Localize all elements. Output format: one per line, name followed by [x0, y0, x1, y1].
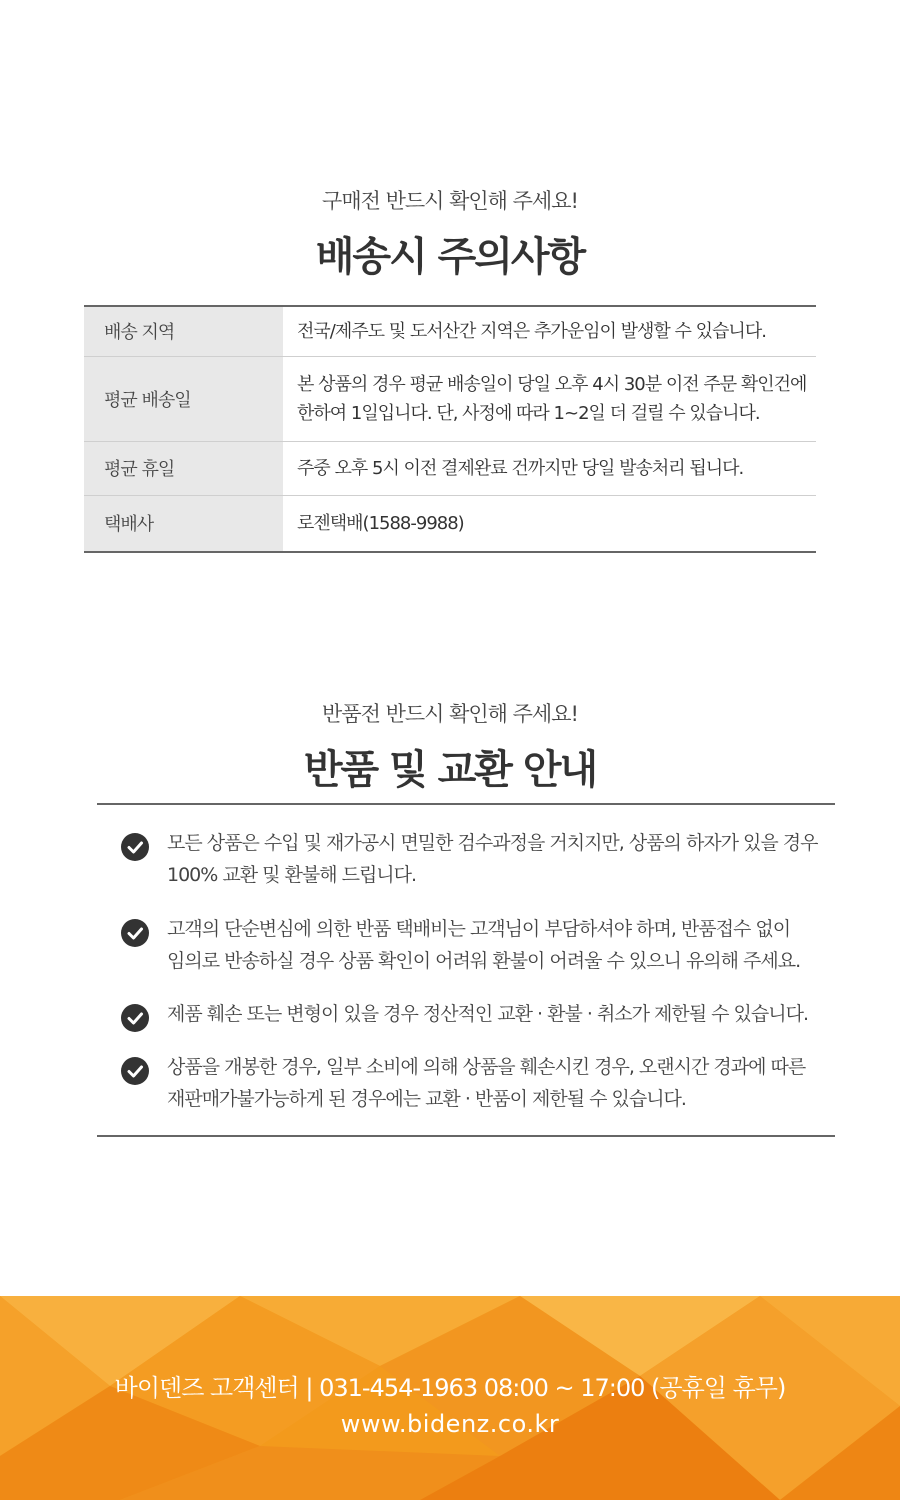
shipping-subtitle: 구매전 반드시 확인해 주세요!: [322, 189, 578, 213]
item-line: 재판매가불가능하게 된 경우에는 교환 · 반품이 제한될 수 있습니다.: [167, 1088, 686, 1110]
item-line: 임의로 반송하실 경우 상품 확인이 어려워 환불이 어려울 수 있으니 유의해 주세요.: [167, 950, 801, 972]
table-row: [84, 441, 816, 495]
row-value: 주중 오후 5시 이전 결제완료 건까지만 당일 발송처리 됩니다.: [283, 441, 816, 495]
returns-list: [97, 803, 835, 1137]
item-line: 제품 훼손 또는 변형이 있을 경우 정산적인 교환 · 환불 · 취소가 제한될 수 있습니다.: [167, 1003, 809, 1025]
list-item: [121, 913, 821, 977]
shipping-title: 배송시 주의사항: [315, 234, 585, 280]
list-item: [121, 1051, 821, 1115]
table-row: [84, 356, 816, 441]
row-value: 전국/제주도 및 도서산간 지역은 추가운임이 발생할 수 있습니다.: [283, 306, 816, 356]
list-item: [121, 998, 821, 1030]
returns-header: [0, 698, 900, 795]
shipping-info-table: [84, 305, 816, 553]
footer-banner: [0, 1296, 900, 1500]
item-line: 100% 교환 및 환불해 드립니다.: [167, 864, 417, 886]
customer-center-info: 바이덴즈 고객센터 | 031-454-1963 08:00 ~ 17:00 (공휴일 휴무): [114, 1374, 786, 1402]
check-circle-icon: [121, 1057, 149, 1085]
item-line: 상품을 개봉한 경우, 일부 소비에 의해 상품을 훼손시킨 경우, 오랜시간 경과에 따른: [167, 1056, 806, 1078]
row-label: 평균 휴일: [84, 441, 283, 495]
row-label: 배송 지역: [84, 306, 283, 356]
row-value-line: 본 상품의 경우 평균 배송일이 당일 오후 4시 30분 이전 주문 확인건에: [297, 373, 807, 395]
returns-title: 반품 및 교환 안내: [303, 747, 597, 793]
row-label: 택배사: [84, 495, 283, 552]
list-item: [121, 827, 821, 891]
check-circle-icon: [121, 919, 149, 947]
row-value: 로젠택배(1588-9988): [297, 512, 464, 534]
check-circle-icon: [121, 1004, 149, 1032]
check-circle-icon: [121, 833, 149, 861]
item-line: 모든 상품은 수입 및 재가공시 면밀한 검수과정을 거치지만, 상품의 하자가 있을 경우: [167, 832, 818, 854]
row-value-line: 한하여 1일입니다. 단, 사정에 따라 1~2일 더 걸릴 수 있습니다.: [297, 402, 760, 424]
shipping-header: [0, 185, 900, 282]
table-row: [84, 495, 816, 552]
website-link[interactable]: www.bidenz.co.kr: [340, 1410, 560, 1438]
table-row: [84, 306, 816, 356]
item-line: 고객의 단순변심에 의한 반품 택배비는 고객님이 부담하셔야 하며, 반품접수 없이: [167, 918, 791, 940]
row-label: 평균 배송일: [84, 356, 283, 441]
row-value: [283, 356, 816, 441]
returns-subtitle: 반품전 반드시 확인해 주세요!: [322, 702, 578, 726]
